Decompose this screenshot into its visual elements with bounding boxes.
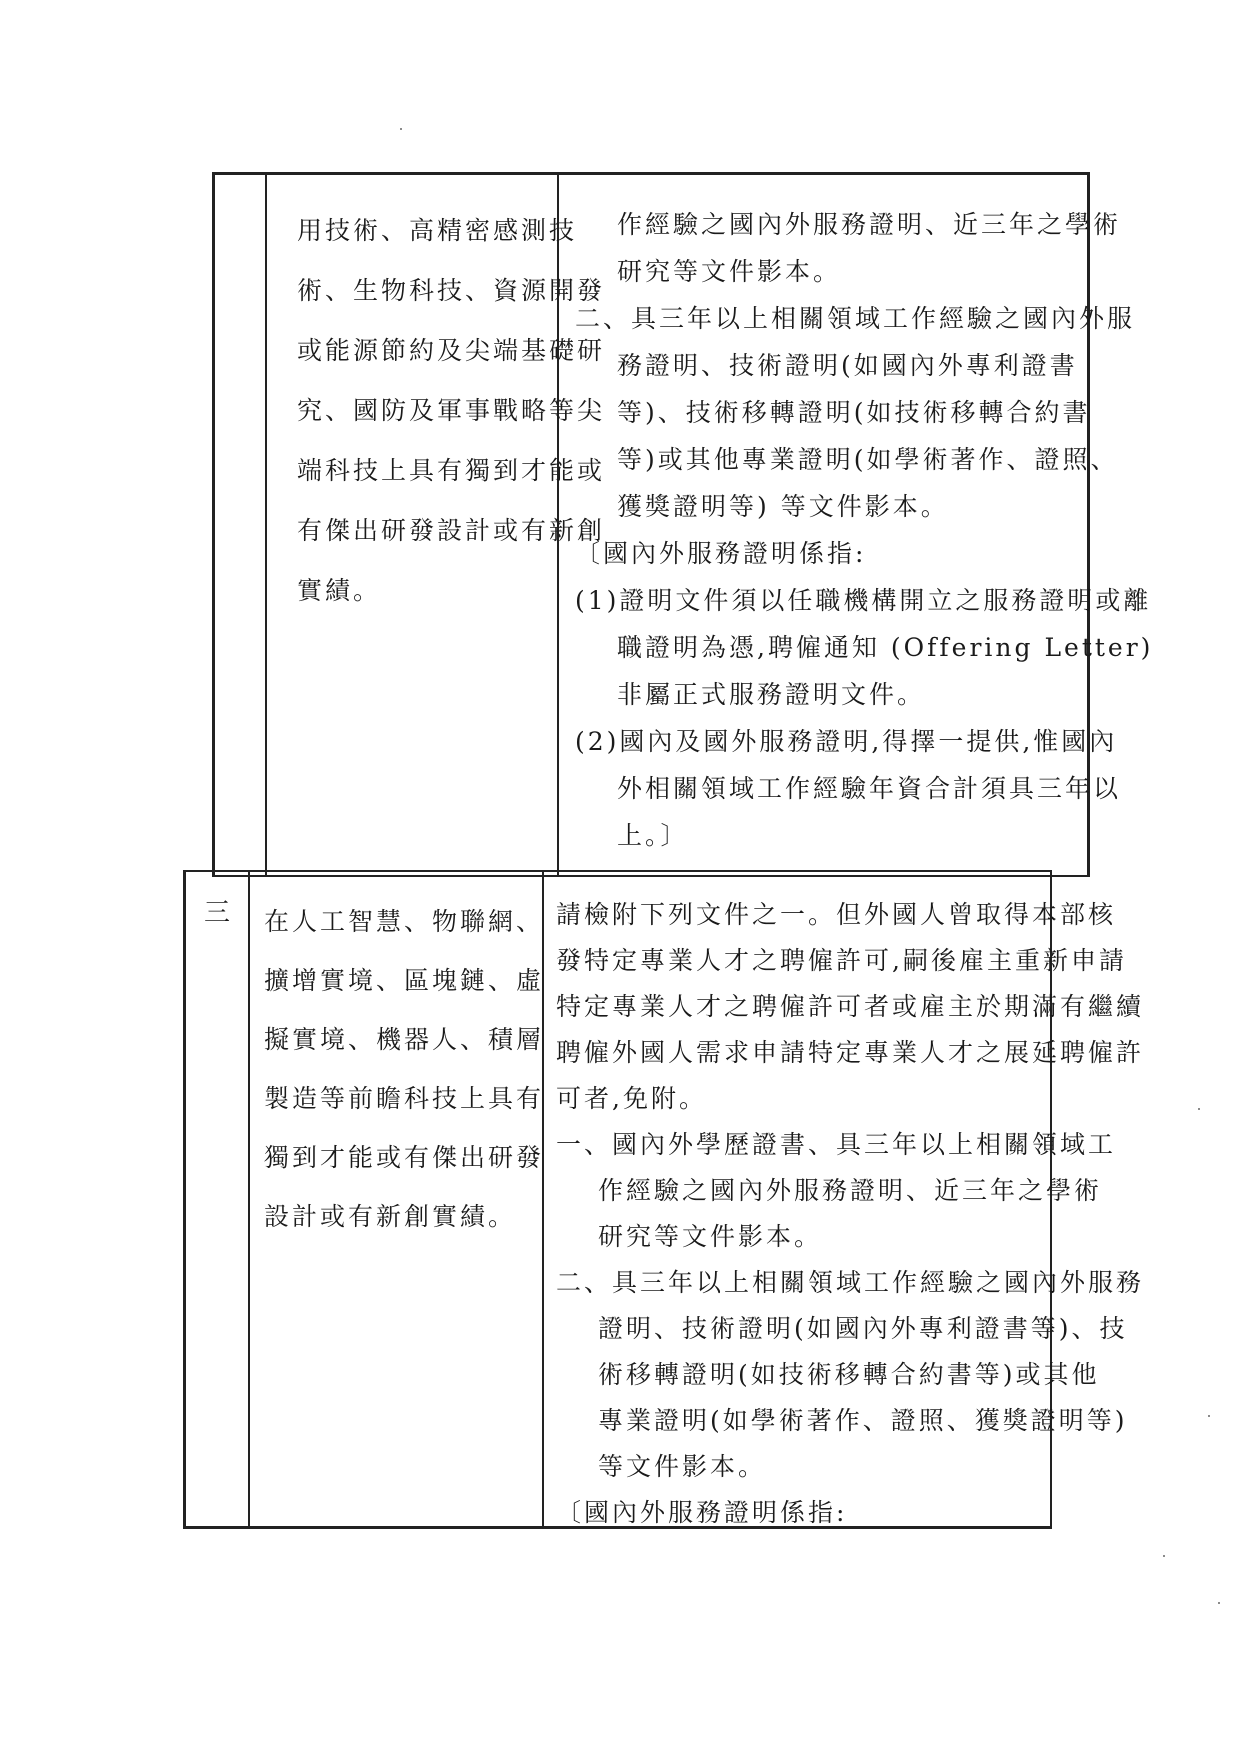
- criteria-line: 究、國防及軍事戰略等尖: [297, 396, 606, 425]
- document-line: 二、具三年以上相關領域工作經驗之國內外服: [575, 304, 1136, 333]
- document-line: 二、具三年以上相關領域工作經驗之國內外服務: [556, 1268, 1145, 1297]
- upper-criteria-cell: [297, 201, 606, 621]
- document-line: 聘僱外國人需求申請特定專業人才之展延聘僱許: [556, 1038, 1145, 1067]
- upper-documents-cell: [575, 201, 1154, 859]
- document-line: 作經驗之國內外服務證明、近三年之學術: [617, 210, 1122, 239]
- column-divider: [248, 872, 250, 1526]
- document-line: 特定專業人才之聘僱許可者或雇主於期滿有繼續: [556, 992, 1145, 1021]
- lower-criteria-cell: [264, 892, 544, 1246]
- document-line: 術移轉證明(如技術移轉合約書等)或其他: [598, 1360, 1100, 1389]
- criteria-line: 術、生物科技、資源開發: [297, 276, 606, 305]
- scan-speck: [400, 128, 402, 130]
- criteria-line: 獨到才能或有傑出研發: [264, 1143, 545, 1172]
- document-line: 等)或其他專業證明(如學術著作、證照、: [617, 445, 1119, 474]
- document-line: 非屬正式服務證明文件。: [617, 680, 926, 709]
- document-line: (1)證明文件須以任職機構開立之服務證明或離: [575, 586, 1152, 615]
- document-line: 請檢附下列文件之一。但外國人曾取得本部核: [556, 900, 1117, 929]
- scan-speck: [1198, 1108, 1200, 1110]
- criteria-line: 實績。: [297, 576, 382, 605]
- criteria-line: 用技術、高精密感測技: [297, 216, 578, 245]
- document-line: 獲獎證明等) 等文件影本。: [617, 492, 949, 521]
- lower-table-section: [183, 870, 1145, 1529]
- upper-table-section: [212, 172, 1154, 877]
- document-line: 上。〕: [617, 821, 689, 850]
- document-line: 等文件影本。: [598, 1452, 767, 1481]
- item-number: 三: [204, 898, 234, 928]
- column-divider: [265, 175, 267, 875]
- document-line: 證明、技術證明(如國內外專利證書等)、技: [598, 1314, 1128, 1343]
- document-line: 可者,免附。: [556, 1084, 707, 1113]
- criteria-line: 或能源節約及尖端基礎研: [297, 336, 606, 365]
- document-line: 外相關領域工作經驗年資合計須具三年以: [617, 774, 1122, 803]
- document-line: 職證明為憑,聘僱通知 (Offering Letter): [617, 633, 1154, 662]
- scan-speck: [1218, 1602, 1220, 1604]
- document-line: 務證明、技術證明(如國內外專利證書: [617, 351, 1078, 380]
- criteria-line: 有傑出研發設計或有新創: [297, 516, 606, 545]
- criteria-line: 設計或有新創實績。: [264, 1202, 517, 1231]
- criteria-line: 製造等前瞻科技上具有: [264, 1084, 545, 1113]
- document-line: 發特定專業人才之聘僱許可,嗣後雇主重新申請: [556, 946, 1127, 975]
- document-line: (2)國內及國外服務證明,得擇一提供,惟國內: [575, 727, 1118, 756]
- document-line: 〔國內外服務證明係指:: [575, 539, 867, 568]
- document-line: 等)、技術移轉證明(如技術移轉合約書: [617, 398, 1091, 427]
- lower-documents-cell: [556, 892, 1145, 1536]
- criteria-line: 擴增實境、區塊鏈、虛: [264, 966, 545, 995]
- criteria-line: 端科技上具有獨到才能或: [297, 456, 606, 485]
- document-line: 研究等文件影本。: [617, 257, 842, 286]
- document-line: 〔國內外服務證明係指:: [556, 1498, 848, 1527]
- scan-speck: [1208, 1415, 1210, 1417]
- document-line: 作經驗之國內外服務證明、近三年之學術: [598, 1176, 1103, 1205]
- document-line: 一、國內外學歷證書、具三年以上相關領域工: [556, 1130, 1117, 1159]
- criteria-line: 在人工智慧、物聯網、: [264, 907, 545, 936]
- criteria-line: 擬實境、機器人、積層: [264, 1025, 545, 1054]
- document-line: 專業證明(如學術著作、證照、獲獎證明等): [598, 1406, 1128, 1435]
- document-line: 研究等文件影本。: [598, 1222, 823, 1251]
- scan-speck: [1163, 1555, 1165, 1557]
